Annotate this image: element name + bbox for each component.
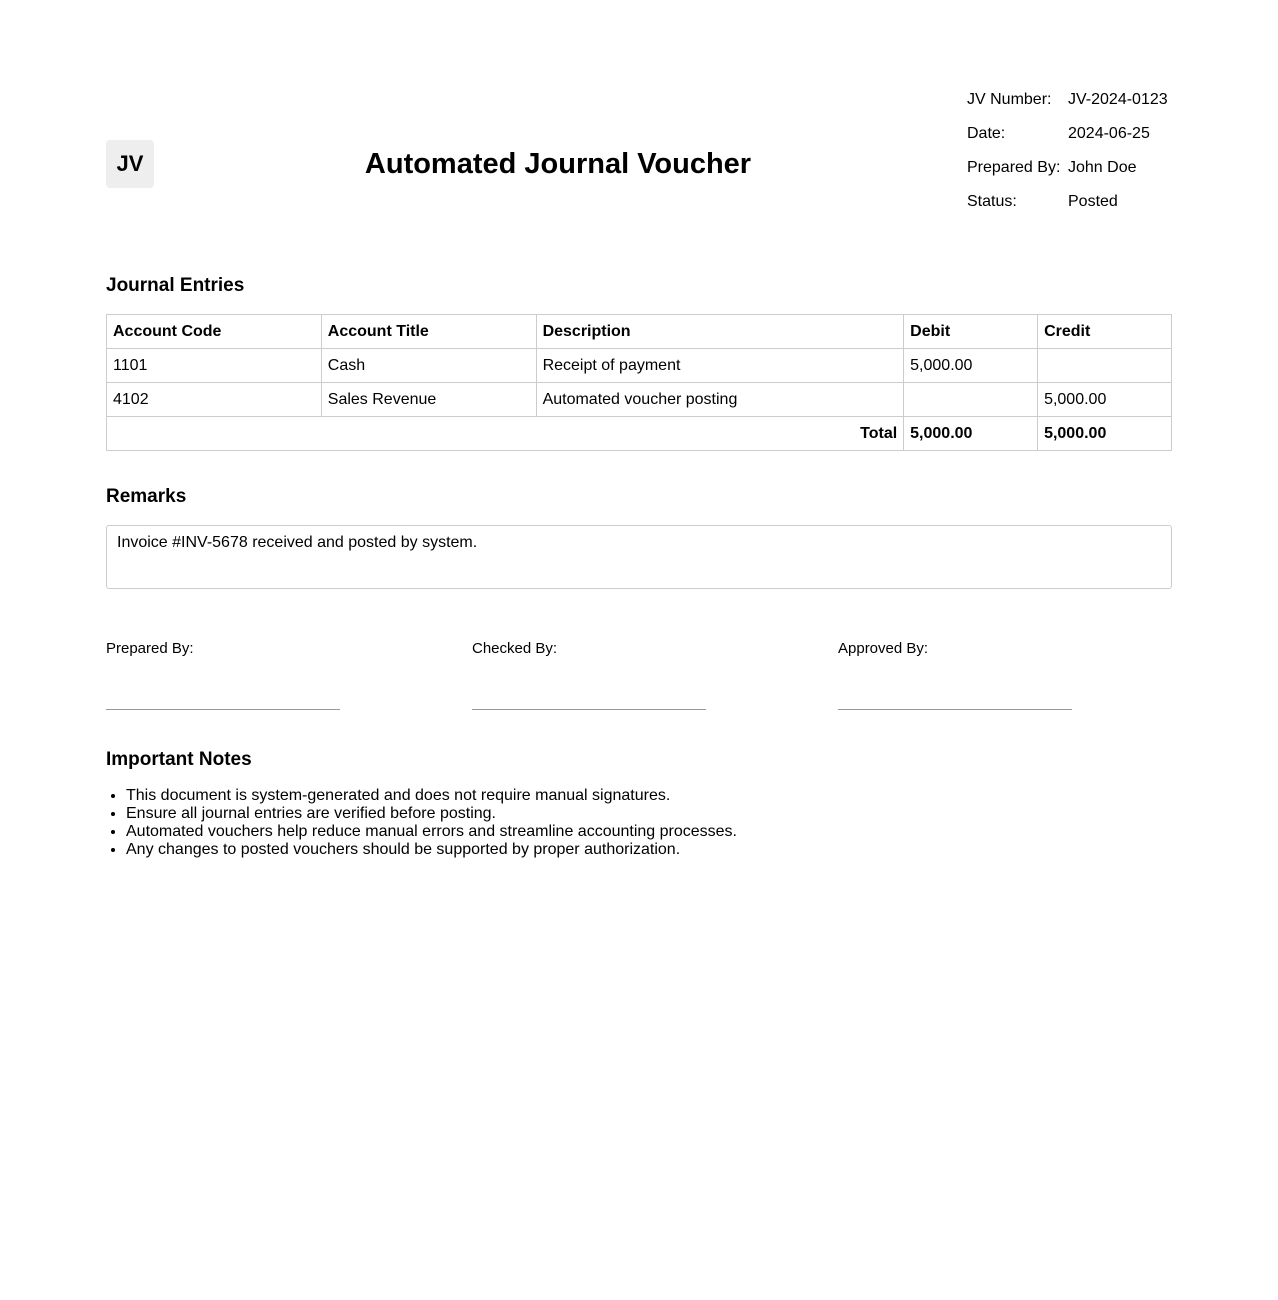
signature-label: Checked By: xyxy=(472,640,558,657)
journal-entries-table xyxy=(106,314,1172,451)
column-header: Account Code xyxy=(107,315,322,349)
meta-label: JV Number: xyxy=(967,91,1052,108)
meta-label: Status: xyxy=(967,193,1017,210)
total-label: Total xyxy=(107,417,904,451)
signature-line xyxy=(106,709,340,710)
list-item: • Automated vouchers help reduce manual errors and streamline accounting processes. xyxy=(126,823,737,841)
table-row xyxy=(107,383,1172,417)
meta-row-jv-number xyxy=(967,83,1168,117)
voucher-meta xyxy=(967,83,1168,219)
cell-account-title: Cash xyxy=(321,349,536,383)
signature-line xyxy=(472,709,706,710)
signature-label: Prepared By: xyxy=(106,640,194,657)
list-item: • Ensure all journal entries are verified before posting. xyxy=(126,805,737,823)
cell-credit xyxy=(1038,349,1172,383)
meta-value: JV-2024-0123 xyxy=(1068,91,1168,108)
cell-account-code: 1101 xyxy=(107,349,322,383)
cell-credit: 5,000.00 xyxy=(1038,383,1172,417)
cell-description: Receipt of payment xyxy=(536,349,904,383)
cell-debit xyxy=(904,383,1038,417)
table-row xyxy=(107,349,1172,383)
important-notes-heading: Important Notes xyxy=(106,749,252,770)
logo-badge: JV xyxy=(106,140,154,188)
signature-line xyxy=(838,709,1072,710)
voucher-header xyxy=(106,0,1172,240)
total-debit: 5,000.00 xyxy=(904,417,1038,451)
meta-value: John Doe xyxy=(1068,159,1137,176)
page-title: Automated Journal Voucher xyxy=(364,148,752,180)
journal-entries-heading: Journal Entries xyxy=(106,275,245,296)
meta-label: Date: xyxy=(967,125,1006,142)
meta-value: Posted xyxy=(1068,193,1118,210)
voucher-page xyxy=(106,0,1172,858)
signature-label: Approved By: xyxy=(838,640,929,657)
column-header: Description xyxy=(536,315,904,349)
meta-value: 2024-06-25 xyxy=(1068,125,1150,142)
column-header: Account Title xyxy=(321,315,536,349)
remarks-heading: Remarks xyxy=(106,486,187,507)
meta-row-status xyxy=(967,185,1168,219)
important-notes-list xyxy=(106,787,737,859)
signature-checked-by xyxy=(472,640,706,710)
list-item: • This document is system-generated and does not require manual signatures. xyxy=(126,787,737,805)
table-header-row xyxy=(107,315,1172,349)
list-item: • Any changes to posted vouchers should be supported by proper authorization. xyxy=(126,841,737,859)
total-credit: 5,000.00 xyxy=(1038,417,1172,451)
cell-account-title: Sales Revenue xyxy=(321,383,536,417)
column-header: Credit xyxy=(1038,315,1172,349)
meta-row-prepared-by xyxy=(967,151,1168,185)
cell-account-code: 4102 xyxy=(107,383,322,417)
meta-row-date xyxy=(967,117,1168,151)
cell-debit: 5,000.00 xyxy=(904,349,1038,383)
remarks-box: Invoice #INV-5678 received and posted by system. xyxy=(106,525,1172,589)
signature-prepared-by xyxy=(106,640,340,710)
cell-description: Automated voucher posting xyxy=(536,383,904,417)
meta-label: Prepared By: xyxy=(967,159,1061,176)
signature-approved-by xyxy=(838,640,1072,710)
column-header: Debit xyxy=(904,315,1038,349)
total-row xyxy=(107,417,1172,451)
